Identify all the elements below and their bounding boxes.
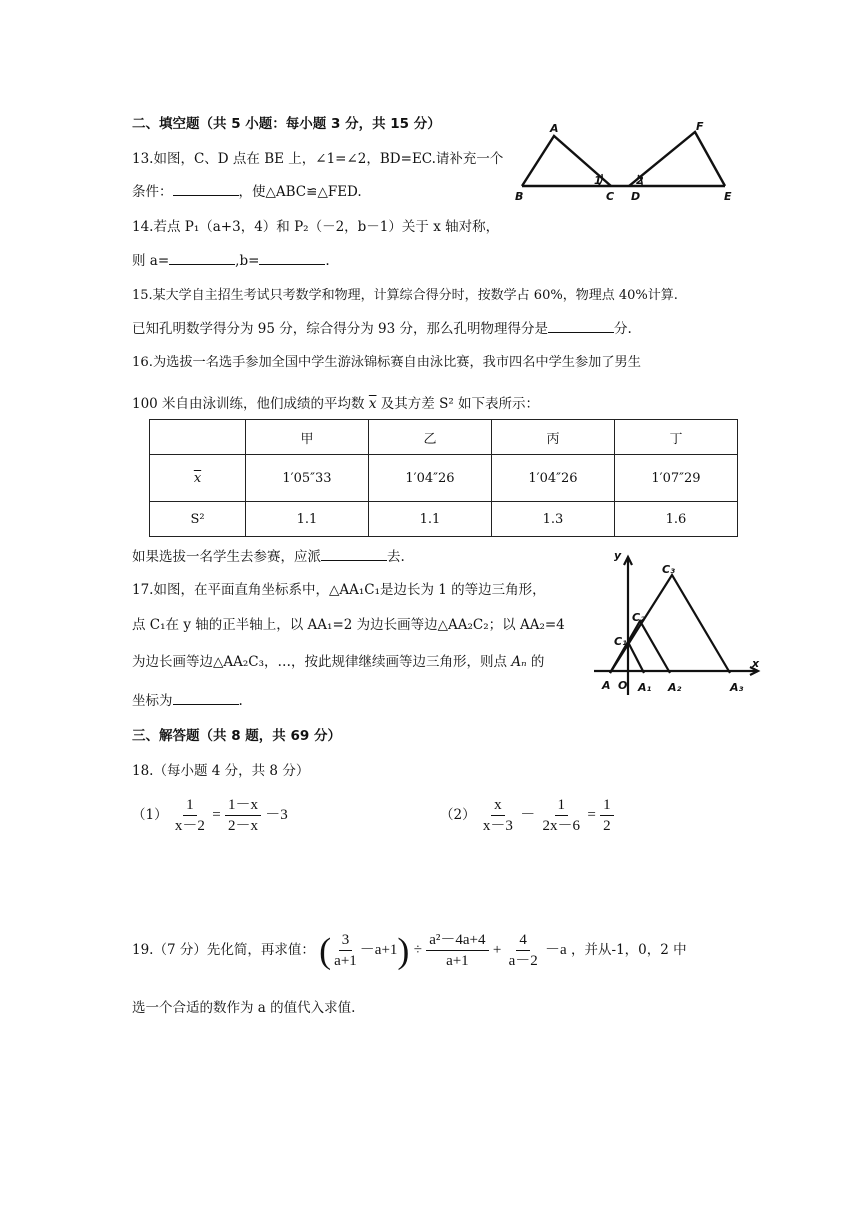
question-17-line3 bbox=[132, 650, 544, 670]
q16-prefix: 100 米自由泳训练，他们成绩的平均数 bbox=[132, 396, 365, 412]
table-cell: 1′07″29 bbox=[615, 455, 738, 502]
part1-label: （1） bbox=[132, 807, 168, 823]
section-heading-solutions: 三、解答题（共 8 题，共 69 分） bbox=[132, 728, 341, 744]
row-label-mean: $\overline{x}$ bbox=[150, 455, 246, 502]
question-16-line2 bbox=[132, 392, 539, 412]
table-header-cell bbox=[150, 420, 246, 455]
q14-end: . bbox=[325, 253, 330, 269]
q17-line3-prefix: 为边长画等边△AA₂C₃，…，按此规律继续画等边三角形，则点 bbox=[132, 654, 508, 670]
angle-label-1: 1 bbox=[594, 174, 602, 187]
question-14-line2 bbox=[132, 249, 330, 269]
q14-a-prefix: 则 a= bbox=[132, 253, 170, 269]
angle-label-2: 2 bbox=[636, 174, 644, 187]
q16-after-suffix: 去. bbox=[387, 549, 405, 565]
question-17-line2: 点 C₁在 y 轴的正半轴上，以 AA₁=2 为边长画等边△AA₂C₂；以 AA₂=4 bbox=[132, 617, 565, 633]
fraction: $\frac{x}{x-3}$ bbox=[482, 797, 513, 834]
question-18-part2: （2） $\frac{x}{x-3}$ － $\frac{1}{2x-6}$ = $\frac{1}{2}$ bbox=[440, 795, 614, 836]
label-E: E bbox=[724, 190, 732, 203]
fraction: $\frac{4}{a-2}$ bbox=[508, 932, 538, 969]
label-A: A bbox=[602, 679, 611, 692]
q17-line4-suffix: . bbox=[238, 693, 243, 709]
table-header-cell: 丁 bbox=[615, 420, 738, 455]
question-17-line1: 17.如图，在平面直角坐标系中，△AA₁C₁是边长为 1 的等边三角形， bbox=[132, 582, 546, 598]
table-cell: 1.3 bbox=[492, 502, 615, 537]
question-18-part1: （1） $\frac{1}{x-2}$ = $\frac{1-x}{2-x}$ －3 bbox=[132, 797, 288, 834]
axis-label-y: y bbox=[614, 549, 622, 562]
answer-blank bbox=[548, 320, 614, 333]
table-cell: 1′04″26 bbox=[492, 455, 615, 502]
table-header-cell: 乙 bbox=[369, 420, 492, 455]
question-19-line2: 选一个合适的数作为 a 的值代入求值. bbox=[132, 1000, 356, 1016]
q13-prefix: 条件： bbox=[132, 184, 173, 200]
q13-suffix: ，使△ABC≌△FED. bbox=[238, 184, 362, 200]
question-13-line1: 13.如图，C、D 点在 BE 上，∠1=∠2，BD=EC.请补充一个 bbox=[132, 151, 504, 167]
triangle-lines bbox=[522, 132, 725, 186]
q17-line4-prefix: 坐标为 bbox=[132, 693, 173, 709]
figure-lines bbox=[594, 557, 758, 695]
part2-label: （2） bbox=[440, 807, 476, 823]
axis-label-x: x bbox=[752, 657, 760, 670]
mean-symbol: $\overline{x}$ bbox=[368, 396, 377, 412]
label-F: F bbox=[696, 120, 704, 133]
answer-blank bbox=[321, 548, 387, 561]
answer-blank-a bbox=[169, 252, 235, 265]
table-cell: 1′04″26 bbox=[369, 455, 492, 502]
label-O: O bbox=[618, 679, 628, 692]
label-C2: C₂ bbox=[632, 611, 645, 624]
table-row-mean bbox=[150, 455, 738, 502]
question-16-line1: 16.为选拔一名选手参加全国中学生游泳锦标赛自由泳比赛，我市四名中学生参加了男生 bbox=[132, 355, 641, 370]
question-15-line1: 15.某大学自主招生考试只考数学和物理，计算综合得分时，按数学占 60%，物理点 40%计算. bbox=[132, 288, 678, 303]
question-15-line2 bbox=[132, 317, 632, 337]
table-cell: 1.1 bbox=[246, 502, 369, 537]
table-header-cell: 丙 bbox=[492, 420, 615, 455]
point-An: Aₙ bbox=[511, 654, 527, 670]
label-D: D bbox=[631, 190, 641, 203]
fraction: $\frac{\text{a²－4a+4}}{a+1}$ bbox=[426, 930, 488, 971]
scores-table bbox=[149, 419, 738, 537]
question-13-line2 bbox=[132, 180, 362, 200]
table-cell: 1.1 bbox=[369, 502, 492, 537]
q14-b-prefix: ,b= bbox=[235, 253, 260, 269]
q19-prefix: 19.（7 分）先化简，再求值： bbox=[132, 942, 315, 958]
fraction: $\frac{1}{2x-6}$ bbox=[542, 797, 581, 834]
fraction: $\frac{1}{x-2}$ bbox=[174, 797, 205, 834]
question-18-title: 18.（每小题 4 分，共 8 分） bbox=[132, 763, 310, 779]
answer-blank bbox=[173, 692, 239, 705]
question-16-after bbox=[132, 545, 405, 565]
label-A: A bbox=[550, 122, 559, 135]
label-A2: A₂ bbox=[668, 681, 682, 694]
fraction: $\frac{1-x}{2-x}$ bbox=[225, 795, 261, 836]
q19-suffix: ，并从-1，0，2 中 bbox=[571, 942, 687, 958]
table-row-variance bbox=[150, 502, 738, 537]
q15-prefix: 已知孔明数学得分为 95 分，综合得分为 93 分，那么孔明物理得分是 bbox=[132, 321, 549, 337]
q17-line3-suffix: 的 bbox=[530, 654, 545, 670]
label-C: C bbox=[606, 190, 615, 203]
answer-blank bbox=[173, 183, 239, 196]
row-label-variance: S² bbox=[150, 502, 246, 537]
table-cell: 1.6 bbox=[615, 502, 738, 537]
label-C1: C₁ bbox=[614, 635, 627, 648]
label-A3: A₃ bbox=[730, 681, 744, 694]
table-header-row bbox=[150, 420, 738, 455]
table-cell: 1′05″33 bbox=[246, 455, 369, 502]
label-A1: A₁ bbox=[638, 681, 652, 694]
question-14-line1: 14.若点 P₁（a+3，4）和 P₂（－2，b－1）关于 x 轴对称， bbox=[132, 219, 500, 235]
section-heading-fill-in: 二、填空题（共 5 小题：每小题 3 分，共 15 分） bbox=[132, 116, 441, 132]
question-17-line4 bbox=[132, 689, 243, 709]
label-C3: C₃ bbox=[662, 563, 675, 576]
q15-suffix: 分. bbox=[614, 321, 632, 337]
q16-after-prefix: 如果选拔一名学生去参赛，应派 bbox=[132, 549, 321, 565]
fraction: $\frac{3}{a+1}$ bbox=[334, 932, 357, 969]
table-header-cell: 甲 bbox=[246, 420, 369, 455]
fraction: $\frac{1}{2}$ bbox=[600, 795, 614, 836]
coordinate-triangles-figure bbox=[590, 545, 762, 705]
answer-blank-b bbox=[259, 252, 325, 265]
q16-suffix: 及其方差 S² 如下表所示： bbox=[380, 396, 540, 412]
question-19-line1: 19.（7 分）先化简，再求值： ( $\frac{3}{a+1}$ －a+1) ÷ $\frac{\text{a²－4a+4}}{a+1}$ + $\frac{4}{a-2}$ －a ，并从-1，0，2 中 bbox=[132, 930, 687, 971]
label-B: B bbox=[515, 190, 524, 203]
triangles-figure bbox=[510, 118, 746, 208]
